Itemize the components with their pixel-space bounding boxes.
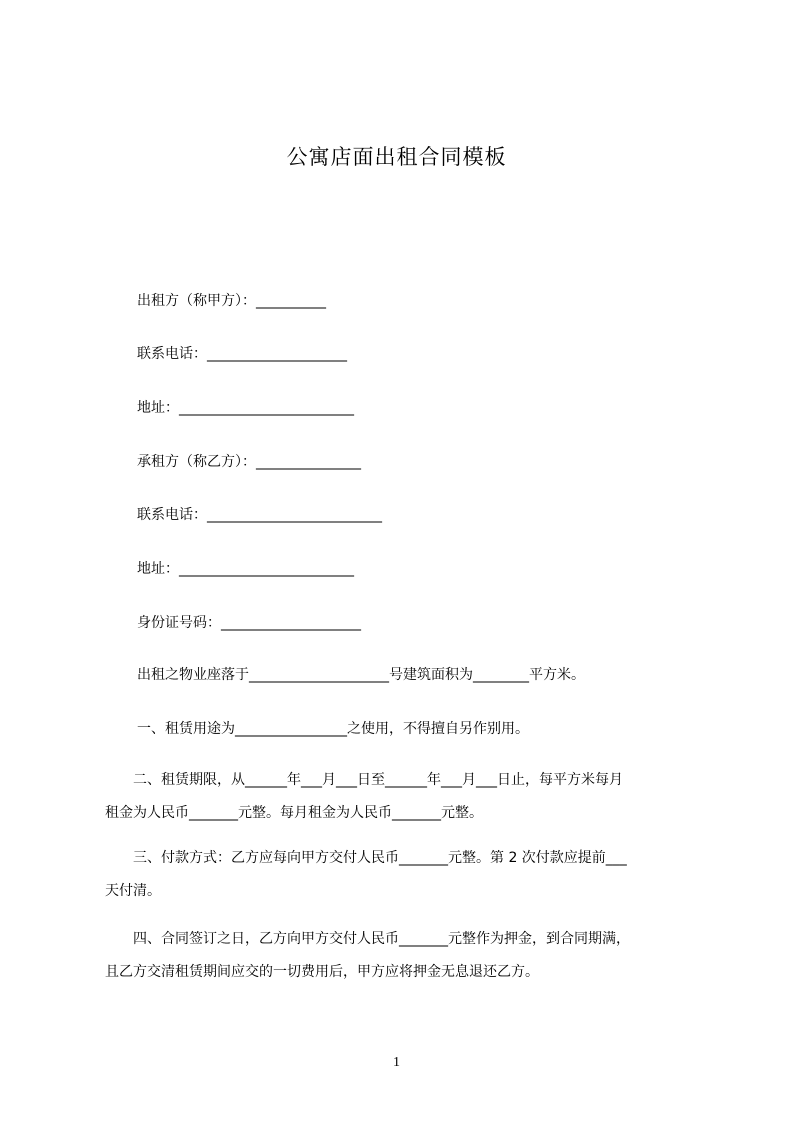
clause-3-payment: 三、付款方式：乙方应每向甲方交付人民币_______元整。第 2 次付款应提前___ 天付清。 <box>105 850 627 899</box>
document-title: 公寓店面出租合同模板 <box>286 145 507 169</box>
lessor-address-field: 地址：_________________________ <box>137 400 354 416</box>
lessee-field: 承租方（称乙方）：_______________ <box>137 454 361 470</box>
page-number: 1 <box>393 1055 400 1070</box>
lessee-address-field: 地址：_________________________ <box>137 561 354 577</box>
id-number-field: 身份证号码：____________________ <box>137 615 361 631</box>
clause-4-deposit: 四、合同签订之日，乙方向甲方交付人民币_______元整作为押金，到合同期满， 且乙方交清租赁期间应交的一切费用后，甲方应将押金无息退还乙方。 <box>105 931 630 980</box>
lessor-phone-field: 联系电话：____________________ <box>137 346 347 362</box>
clause-1-usage: 一、租赁用途为________________之使用，不得擅自另作别用。 <box>137 721 529 737</box>
lessor-field: 出租方（称甲方）：__________ <box>137 293 326 309</box>
property-location-field: 出租之物业座落于____________________号建筑面积为________平方米。 <box>137 667 585 683</box>
lessee-phone-field: 联系电话：_________________________ <box>137 507 382 523</box>
clause-2-term: 二、租赁期限，从______年___月___日至______年___月___日止，每平方米每月 租金为人民币_______元整。每月租金为人民币_______元整。 <box>105 772 623 821</box>
